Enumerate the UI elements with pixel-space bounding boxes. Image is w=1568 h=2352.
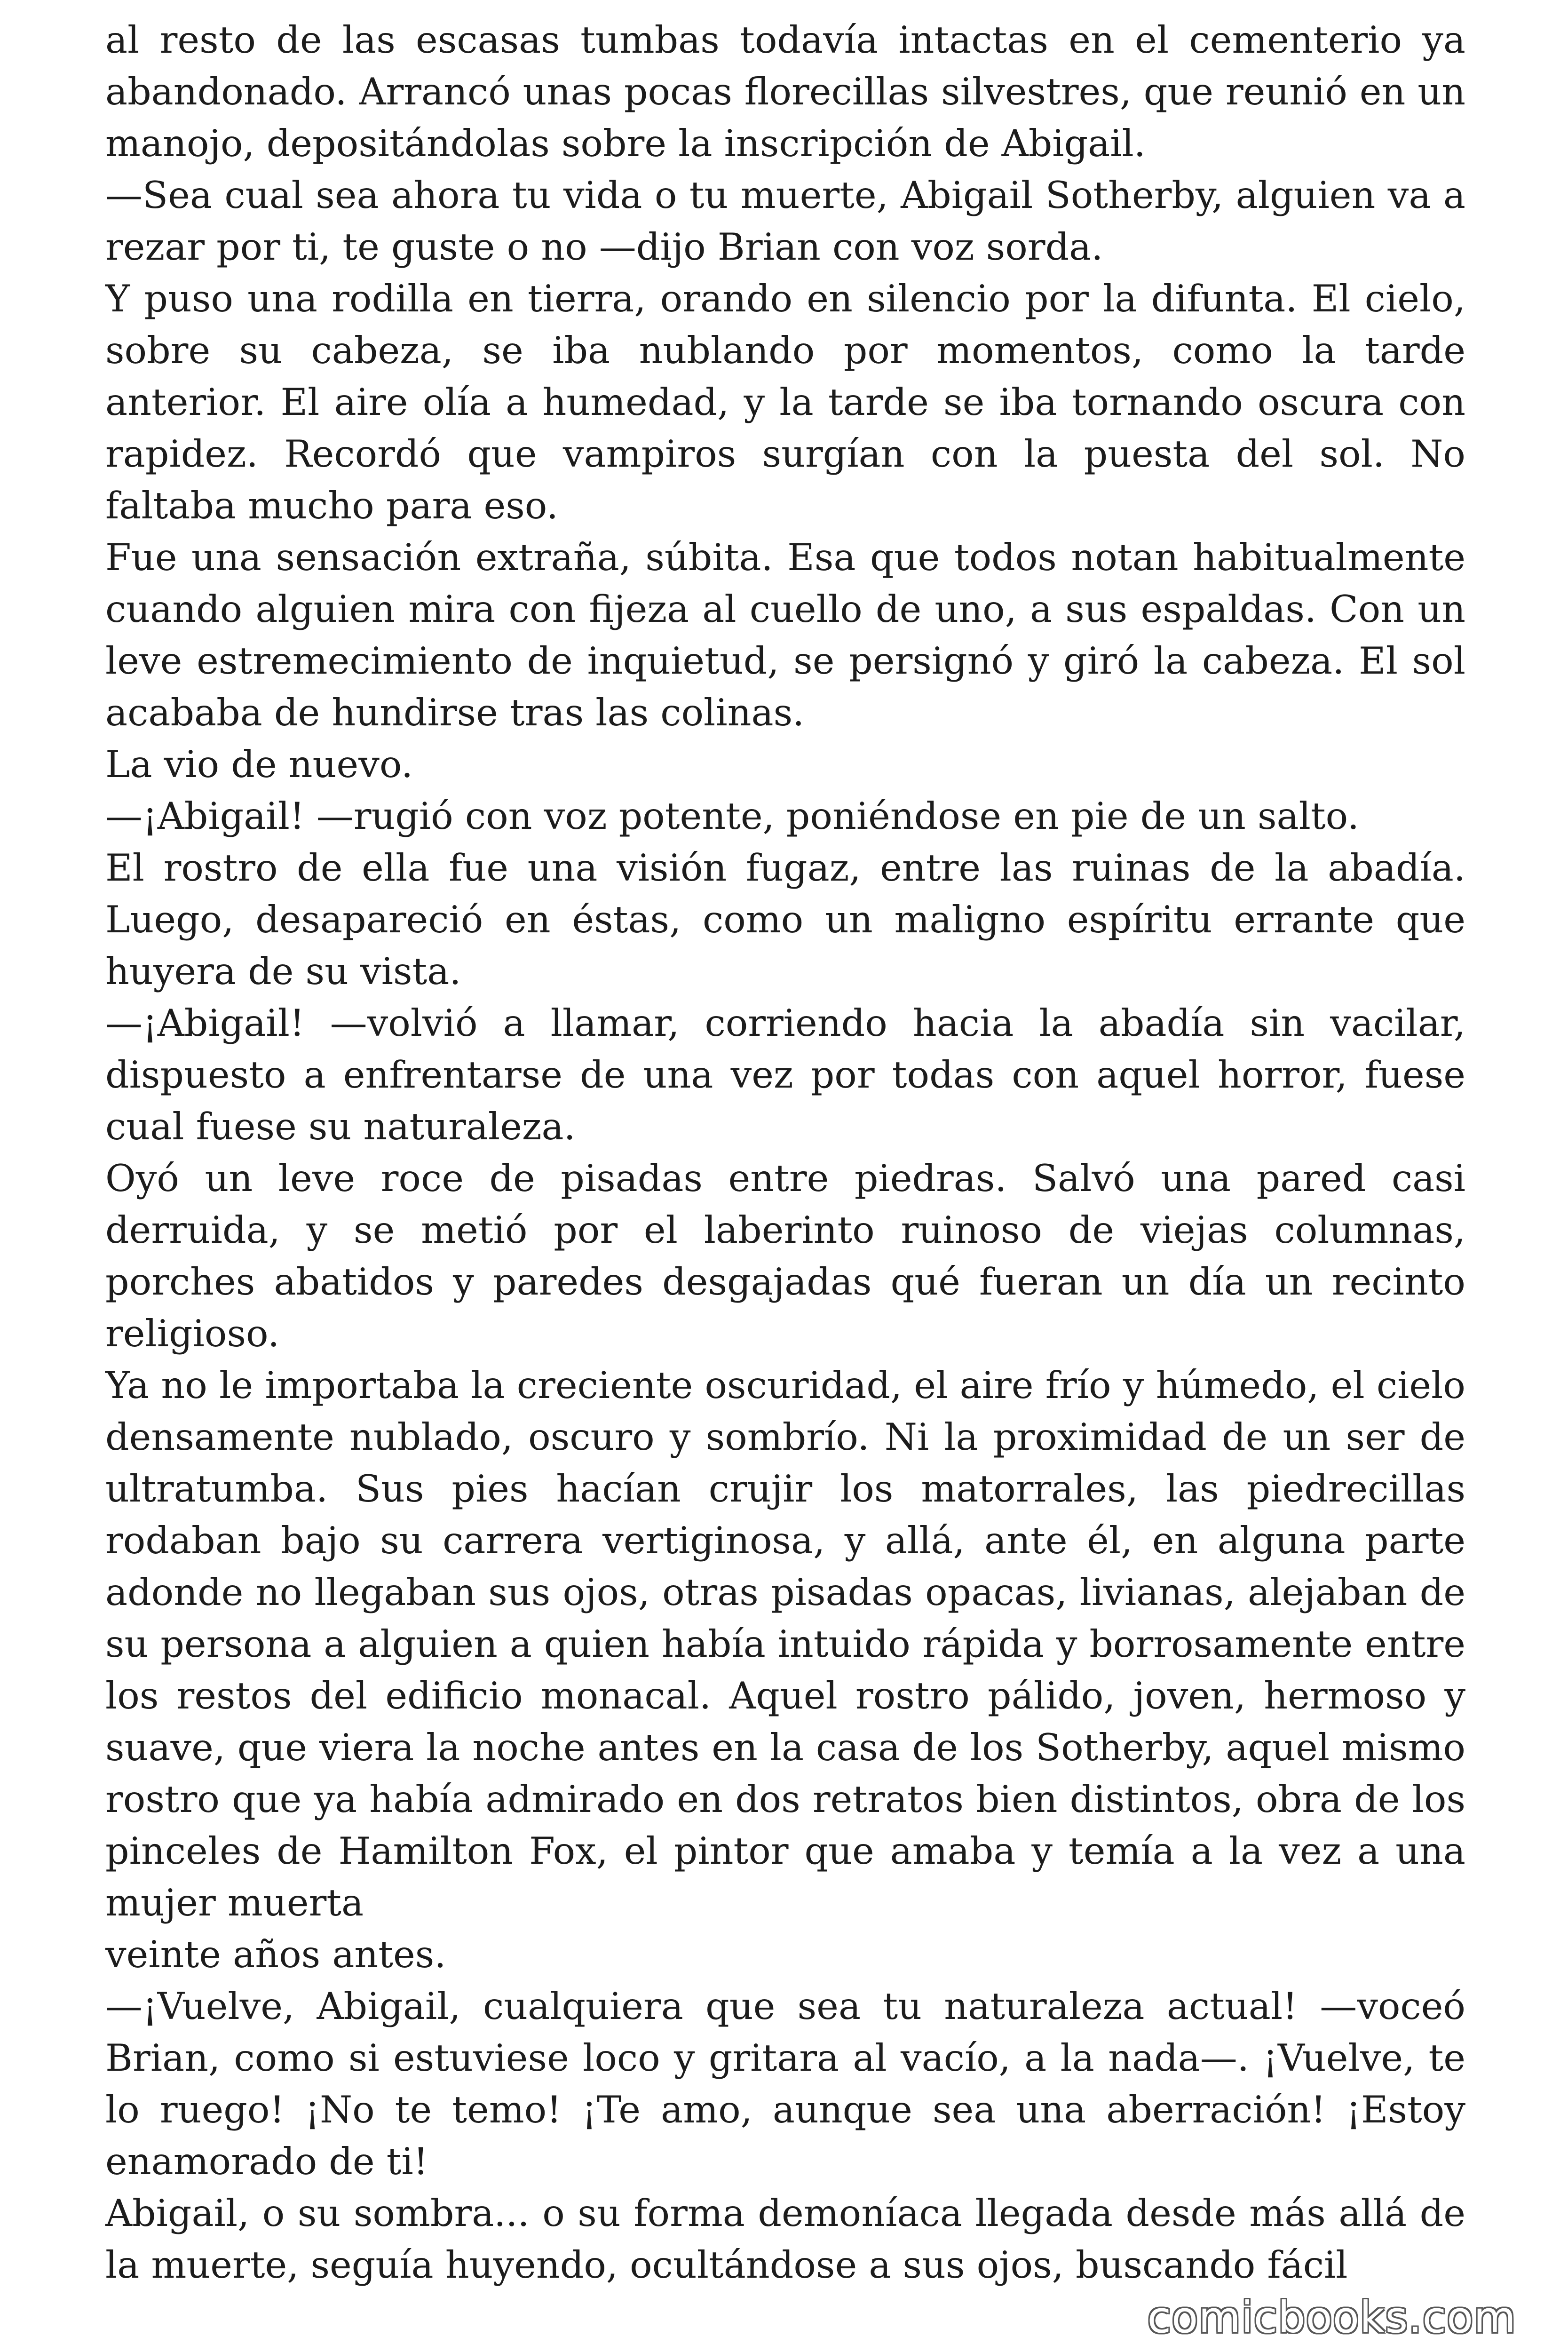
paragraph: La vio de nuevo. [105,743,413,786]
site-watermark: comicbooks.com [1147,2292,1516,2343]
paragraph: Ya no le importaba la creciente oscuridad, el aire frío y húmedo, el cielo densamente nublado, oscuro y sombrío. Ni la proximidad de un ser de ultratumba. Sus pies hacían crujir los matorrales, las piedrecillas rodaban bajo su carrera vertiginosa, y allá, ante él, en alguna parte adonde no llegaban sus ojos, otras pisadas opacas, livianas, alejaban de su persona a alguien a quien había intuido rápida y borrosamente entre los restos del edificio monacal. Aquel rostro pálido, joven, hermoso y suave, que viera la noche antes en la casa de los Sotherby, aquel mismo rostro que ya había admirado en dos retratos bien distintos, obra de los pinceles de Hamilton Fox, el pintor que amaba y temía a la vez a una mujer muerta [105,1364,1465,1924]
paragraph: El rostro de ella fue una visión fugaz, entre las ruinas de la abadía. Luego, desapareció en éstas, como un maligno espíritu errante que huyera de su vista. [105,846,1465,993]
paragraph: Fue una sensación extraña, súbita. Esa que todos notan habitualmente cuando alguien mira con fijeza al cuello de uno, a sus espaldas. Con un leve estremecimiento de inquietud, se persignó y giró la cabeza. El sol acababa de hundirse tras las colinas. [105,536,1465,734]
paragraph: —¡Vuelve, Abigail, cualquiera que sea tu naturaleza actual! —voceó Brian, como si estuviese loco y gritara al vacío, a la nada—. ¡Vuelve, te lo ruego! ¡No te temo! ¡Te amo, aunque sea una aberración! ¡Estoy enamorado de ti! [105,1985,1465,2183]
paragraph: —Sea cual sea ahora tu vida o tu muerte, Abigail Sotherby, alguien va a rezar por ti, te guste o no —dijo Brian con voz sorda. [105,174,1465,269]
paragraph: Y puso una rodilla en tierra, orando en silencio por la difunta. El cielo, sobre su cabeza, se iba nublando por momentos, como la tarde anterior. El aire olía a humedad, y la tarde se iba tornando oscura con rapidez. Recordó que vampiros surgían con la puesta del sol. No faltaba mucho para eso. [105,277,1465,527]
paragraph: Oyó un leve roce de pisadas entre piedras. Salvó una pared casi derruida, y se metió por el laberinto ruinoso de viejas columnas, porches abatidos y paredes desgajadas qué fueran un día un recinto religioso. [105,1157,1465,1355]
paragraph: —¡Abigail! —rugió con voz potente, poniéndose en pie de un salto. [105,795,1359,838]
book-page-text [105,14,1465,2291]
paragraph: al resto de las escasas tumbas todavía intactas en el cementerio ya abandonado. Arrancó unas pocas florecillas silvestres, que reunió en un manojo, depositándolas sobre la inscripción de Abigail. [105,18,1465,165]
paragraph: Abigail, o su sombra... o su forma demoníaca llegada desde más allá de la muerte, seguía huyendo, ocultándose a sus ojos, buscando fácil [105,2192,1465,2287]
paragraph: —¡Abigail! —volvió a llamar, corriendo hacia la abadía sin vacilar, dispuesto a enfrentarse de una vez por todas con aquel horror, fuese cual fuese su naturaleza. [105,1001,1465,1148]
paragraph: veinte años antes. [105,1933,446,1976]
